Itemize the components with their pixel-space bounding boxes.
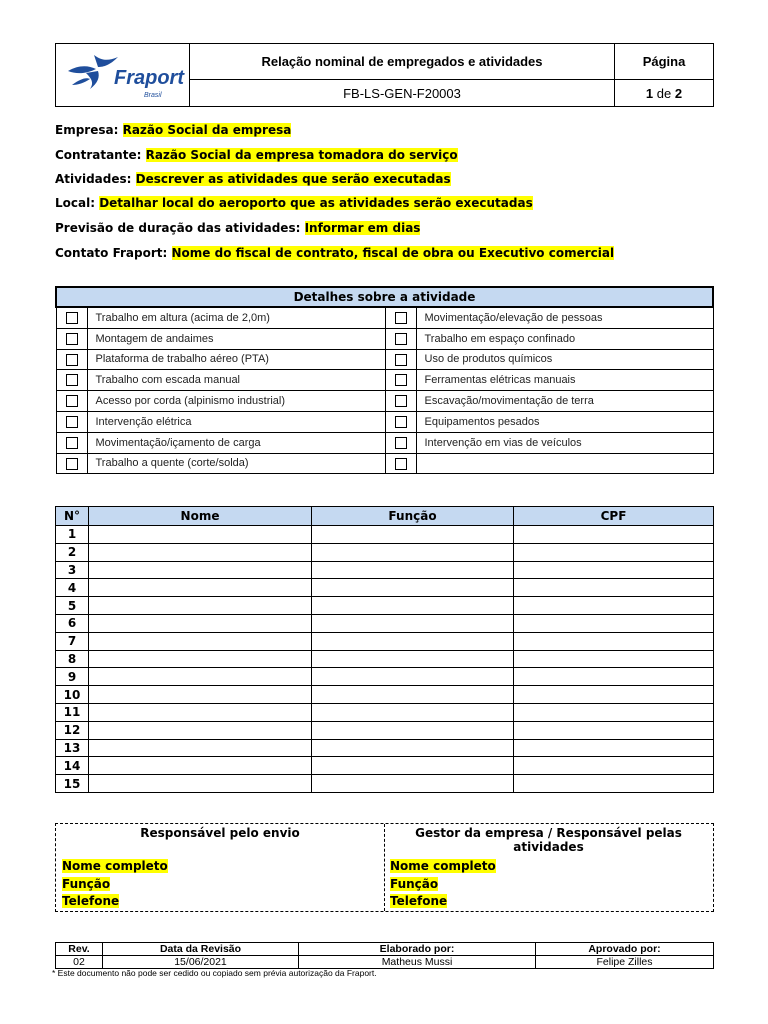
- info-label: Contratante:: [55, 148, 142, 162]
- manager-name-field[interactable]: Nome completo: [390, 859, 496, 873]
- row-number: 2: [56, 543, 89, 561]
- fraport-logo: [56, 44, 190, 107]
- name-cell[interactable]: [89, 739, 312, 757]
- activity-label: Trabalho em espaço confinado: [416, 328, 713, 349]
- activity-label: Trabalho com escada manual: [87, 370, 385, 391]
- activity-details-table: [55, 286, 714, 474]
- activity-row: [56, 307, 713, 328]
- activity-checkbox[interactable]: [395, 333, 407, 345]
- activity-row: [56, 411, 713, 432]
- col-header-number: N°: [56, 507, 89, 526]
- activity-checkbox[interactable]: [66, 416, 78, 428]
- cpf-cell[interactable]: [514, 579, 714, 597]
- activity-checkbox-cell: [56, 453, 87, 474]
- table-row: [56, 739, 714, 757]
- table-row: [56, 597, 714, 615]
- info-value[interactable]: Informar em dias: [304, 221, 421, 235]
- row-number: 5: [56, 597, 89, 615]
- activity-checkbox[interactable]: [66, 395, 78, 407]
- table-row: [56, 775, 714, 793]
- info-label: Contato Fraport:: [55, 246, 168, 260]
- activity-checkbox-cell: [385, 453, 416, 474]
- activity-checkbox[interactable]: [66, 437, 78, 449]
- signature-manager-title: Gestor da empresa / Responsável pelas atividades: [415, 826, 682, 854]
- activity-row: [56, 432, 713, 453]
- cpf-cell[interactable]: [514, 526, 714, 544]
- activity-label: Uso de produtos químicos: [416, 349, 713, 370]
- activity-label: Equipamentos pesados: [416, 411, 713, 432]
- name-cell[interactable]: [89, 757, 312, 775]
- rev-number: 02: [56, 956, 103, 969]
- function-cell[interactable]: [312, 757, 514, 775]
- activity-checkbox[interactable]: [395, 458, 407, 470]
- activity-label: Intervenção elétrica: [87, 411, 385, 432]
- row-number: 14: [56, 757, 89, 775]
- cpf-cell[interactable]: [514, 632, 714, 650]
- function-cell[interactable]: [312, 543, 514, 561]
- name-cell[interactable]: [89, 721, 312, 739]
- function-cell[interactable]: [312, 561, 514, 579]
- employees-table: [55, 506, 714, 793]
- activity-row: [56, 349, 713, 370]
- table-row: [56, 668, 714, 686]
- row-number: 10: [56, 686, 89, 704]
- col-header-name: Nome: [89, 507, 312, 526]
- info-value[interactable]: Detalhar local do aeroporto que as atividades serão executadas: [99, 196, 533, 210]
- table-row: [56, 543, 714, 561]
- info-contratante: [55, 147, 458, 163]
- cpf-cell[interactable]: [514, 668, 714, 686]
- rev-author-header: Elaborado por:: [299, 943, 536, 956]
- name-cell[interactable]: [89, 632, 312, 650]
- activity-row: [56, 453, 713, 474]
- info-value[interactable]: Razão Social da empresa: [122, 123, 292, 137]
- activity-label: Escavação/movimentação de terra: [416, 391, 713, 412]
- activity-checkbox-cell: [385, 328, 416, 349]
- table-row: [56, 526, 714, 544]
- name-cell[interactable]: [89, 614, 312, 632]
- name-cell[interactable]: [89, 668, 312, 686]
- row-number: 1: [56, 526, 89, 544]
- row-number: 6: [56, 614, 89, 632]
- cpf-cell[interactable]: [514, 686, 714, 704]
- name-cell[interactable]: [89, 526, 312, 544]
- row-number: 15: [56, 775, 89, 793]
- sender-role-field[interactable]: Função: [62, 876, 111, 891]
- signature-sender: [56, 824, 385, 911]
- activity-checkbox[interactable]: [66, 333, 78, 345]
- cpf-cell[interactable]: [514, 703, 714, 721]
- name-cell[interactable]: [89, 650, 312, 668]
- activity-label: [416, 453, 713, 474]
- table-row: [56, 632, 714, 650]
- page-number: [615, 80, 714, 107]
- activity-label: Montagem de andaimes: [87, 328, 385, 349]
- activity-checkbox[interactable]: [395, 437, 407, 449]
- activity-checkbox[interactable]: [395, 416, 407, 428]
- page-label: Página: [615, 44, 714, 80]
- table-row: [56, 561, 714, 579]
- activity-checkbox-cell: [385, 432, 416, 453]
- signature-manager: [384, 824, 713, 911]
- sender-phone-field[interactable]: Telefone: [62, 894, 120, 908]
- activity-checkbox[interactable]: [66, 354, 78, 366]
- table-row: [56, 686, 714, 704]
- activity-checkbox-cell: [385, 349, 416, 370]
- activity-checkbox[interactable]: [66, 312, 78, 324]
- table-row: [56, 579, 714, 597]
- cpf-cell[interactable]: [514, 721, 714, 739]
- info-value[interactable]: Descrever as atividades que serão executadas: [135, 172, 451, 186]
- info-label: Local:: [55, 196, 96, 210]
- rev-author: Matheus Mussi: [299, 956, 536, 969]
- activity-checkbox-cell: [56, 307, 87, 328]
- page-current: 1: [645, 85, 654, 101]
- document-code: FB-LS-GEN-F20003: [190, 80, 615, 107]
- document-header: [55, 43, 714, 107]
- activity-label: Intervenção em vias de veículos: [416, 432, 713, 453]
- activity-checkbox-cell: [56, 370, 87, 391]
- page-total: 2: [674, 85, 683, 101]
- activity-row: [56, 328, 713, 349]
- table-row: [56, 703, 714, 721]
- logo-wordmark: Fraport: [114, 66, 184, 89]
- col-header-cpf: CPF: [514, 507, 714, 526]
- function-cell[interactable]: [312, 721, 514, 739]
- function-cell[interactable]: [312, 650, 514, 668]
- row-number: 12: [56, 721, 89, 739]
- rev-date: 15/06/2021: [103, 956, 299, 969]
- function-cell[interactable]: [312, 775, 514, 793]
- activity-checkbox[interactable]: [395, 354, 407, 366]
- page-of: de: [656, 85, 672, 101]
- name-cell[interactable]: [89, 597, 312, 615]
- rev-date-header: Data da Revisão: [103, 943, 299, 956]
- table-row: [56, 721, 714, 739]
- info-contato: [55, 245, 614, 261]
- info-atividades: [55, 171, 451, 187]
- info-label: Empresa:: [55, 123, 119, 137]
- activity-label: Plataforma de trabalho aéreo (PTA): [87, 349, 385, 370]
- function-cell[interactable]: [312, 614, 514, 632]
- document-title: Relação nominal de empregados e atividades: [190, 44, 615, 80]
- revision-table: [55, 942, 714, 969]
- info-value[interactable]: Razão Social da empresa tomadora do serviço: [145, 148, 458, 162]
- activity-label: Movimentação/elevação de pessoas: [416, 307, 713, 328]
- activity-checkbox[interactable]: [66, 374, 78, 386]
- activity-checkbox[interactable]: [395, 374, 407, 386]
- activity-checkbox-cell: [56, 411, 87, 432]
- activity-label: Movimentação/içamento de carga: [87, 432, 385, 453]
- name-cell[interactable]: [89, 686, 312, 704]
- activity-checkbox[interactable]: [395, 395, 407, 407]
- activity-label: Trabalho a quente (corte/solda): [87, 453, 385, 474]
- cpf-cell[interactable]: [514, 543, 714, 561]
- name-cell[interactable]: [89, 775, 312, 793]
- activity-label: Ferramentas elétricas manuais: [416, 370, 713, 391]
- name-cell[interactable]: [89, 579, 312, 597]
- activity-checkbox-cell: [385, 370, 416, 391]
- activity-checkbox-cell: [385, 411, 416, 432]
- info-local: [55, 195, 533, 211]
- name-cell[interactable]: [89, 543, 312, 561]
- manager-role-field[interactable]: Função: [390, 876, 439, 891]
- rev-header: Rev.: [56, 943, 103, 956]
- name-cell[interactable]: [89, 561, 312, 579]
- activity-checkbox-cell: [385, 307, 416, 328]
- signature-block: [55, 823, 714, 912]
- info-label: Previsão de duração das atividades:: [55, 221, 301, 235]
- cpf-cell[interactable]: [514, 597, 714, 615]
- activity-table-title: Detalhes sobre a atividade: [56, 287, 713, 307]
- function-cell[interactable]: [312, 597, 514, 615]
- row-number: 8: [56, 650, 89, 668]
- sender-name-field[interactable]: Nome completo: [62, 859, 168, 873]
- table-row: [56, 650, 714, 668]
- activity-checkbox-cell: [56, 391, 87, 412]
- activity-checkbox-cell: [385, 391, 416, 412]
- info-label: Atividades:: [55, 172, 132, 186]
- manager-phone-field[interactable]: Telefone: [390, 894, 448, 908]
- table-row: [56, 614, 714, 632]
- activity-row: [56, 370, 713, 391]
- rev-approver: Felipe Zilles: [536, 956, 714, 969]
- function-cell[interactable]: [312, 632, 514, 650]
- table-row: [56, 757, 714, 775]
- cpf-cell[interactable]: [514, 757, 714, 775]
- activity-checkbox-cell: [56, 349, 87, 370]
- info-duracao: [55, 220, 420, 236]
- function-cell[interactable]: [312, 703, 514, 721]
- activity-checkbox[interactable]: [395, 312, 407, 324]
- function-cell[interactable]: [312, 526, 514, 544]
- function-cell[interactable]: [312, 739, 514, 757]
- activity-checkbox[interactable]: [66, 458, 78, 470]
- row-number: 13: [56, 739, 89, 757]
- cpf-cell[interactable]: [514, 739, 714, 757]
- function-cell[interactable]: [312, 686, 514, 704]
- cpf-cell[interactable]: [514, 650, 714, 668]
- logo-subtext: Brasil: [144, 91, 162, 99]
- row-number: 4: [56, 579, 89, 597]
- cpf-cell[interactable]: [514, 561, 714, 579]
- rev-approver-header: Aprovado por:: [536, 943, 714, 956]
- cpf-cell[interactable]: [514, 614, 714, 632]
- activity-label: Trabalho em altura (acima de 2,0m): [87, 307, 385, 328]
- info-empresa: [55, 122, 291, 138]
- row-number: 7: [56, 632, 89, 650]
- activity-row: [56, 391, 713, 412]
- signature-sender-title: Responsável pelo envio: [140, 826, 300, 840]
- name-cell[interactable]: [89, 703, 312, 721]
- activity-checkbox-cell: [56, 328, 87, 349]
- function-cell[interactable]: [312, 579, 514, 597]
- row-number: 3: [56, 561, 89, 579]
- function-cell[interactable]: [312, 668, 514, 686]
- activity-label: Acesso por corda (alpinismo industrial): [87, 391, 385, 412]
- row-number: 11: [56, 703, 89, 721]
- info-value[interactable]: Nome do fiscal de contrato, fiscal de obra ou Executivo comercial: [171, 246, 615, 260]
- cpf-cell[interactable]: [514, 775, 714, 793]
- row-number: 9: [56, 668, 89, 686]
- activity-checkbox-cell: [56, 432, 87, 453]
- footnote: * Este documento não pode ser cedido ou copiado sem prévia autorização da Fraport.: [52, 968, 377, 978]
- col-header-function: Função: [312, 507, 514, 526]
